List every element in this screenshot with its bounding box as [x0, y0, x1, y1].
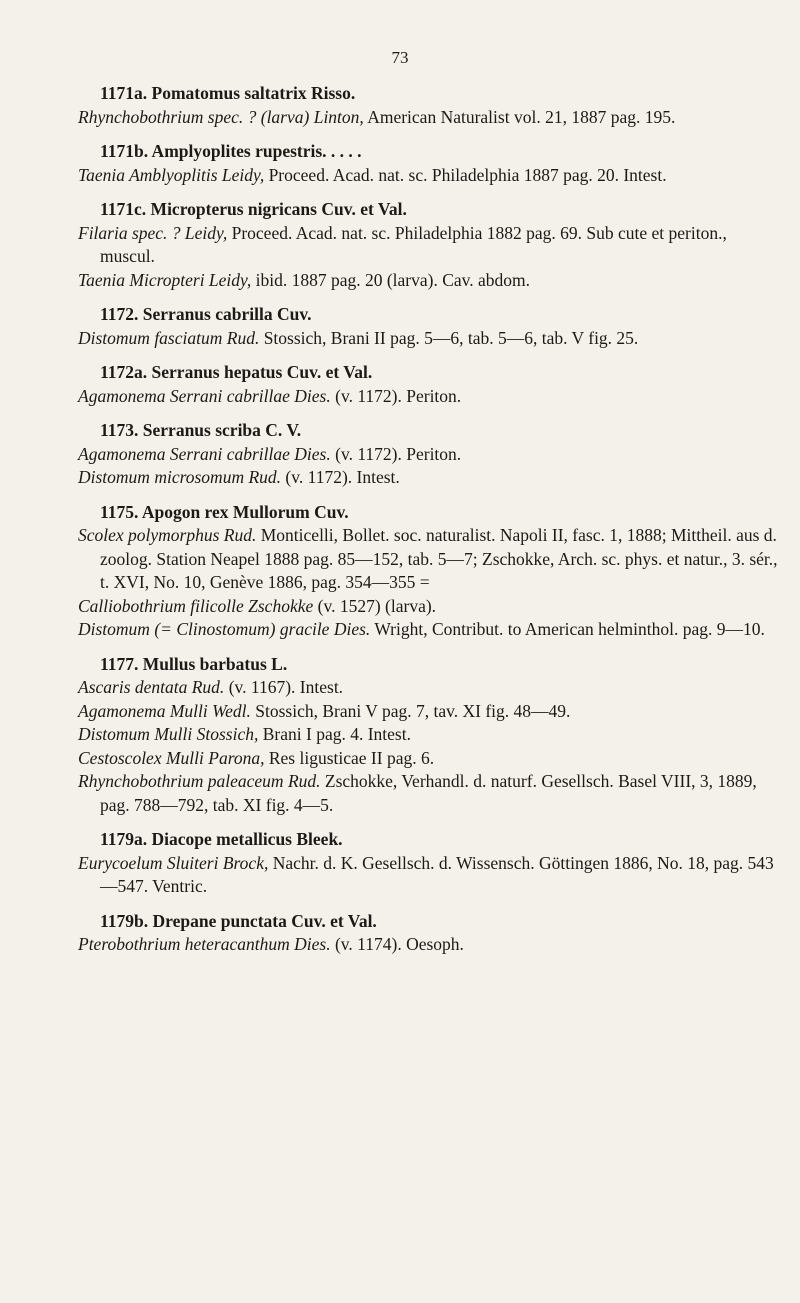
taxon-name: Calliobothrium filicolle Zschokke — [78, 595, 314, 616]
entry-reference — [78, 933, 778, 957]
reference-text: (v. 1167). Intest. — [224, 677, 344, 697]
entry-reference — [78, 327, 778, 351]
entry-reference — [78, 770, 778, 817]
taxon-name: Pterobothrium heteracanthum Dies. — [78, 934, 331, 954]
entry-heading: 1179a. Diacope metallicus Bleek. — [100, 829, 343, 849]
entry-heading: 1173. Serranus scriba C. V. — [100, 420, 302, 440]
entry-reference — [78, 747, 778, 771]
reference-text: Brani I pag. 4. Intest. — [258, 724, 411, 744]
reference-text: (v. 1174). Oesoph. — [330, 934, 464, 954]
entry-1175 — [78, 501, 778, 642]
entry-reference — [78, 385, 778, 409]
reference-text: Monticelli, Bollet. soc. naturalist. Napoli II, fasc. 1, 1888; Mittheil. aus d. zoolog. Station Neapel 1888 pag. 85—152, tab. 5—7; Zschokke, Arch. sc. phys. et natur., 3. sér., t. XVI, No. 10, Genève 1886, pag. 354—355 = — [100, 525, 778, 592]
entry-reference — [78, 106, 778, 130]
reference-text: Stossich, Brani V pag. 7, tav. XI fig. 48—49. — [250, 700, 571, 721]
reference-text: (v. 1172). Intest. — [281, 467, 400, 487]
entry-heading: 1179b. Drepane punctata Cuv. et Val. — [100, 910, 377, 931]
taxon-name: Filaria spec. ? Leidy, — [78, 222, 228, 243]
reference-text: Proceed. Acad. nat. sc. Philadelphia 1887 pag. 20. Intest. — [264, 164, 667, 185]
taxon-name: Distomum Mulli Stossich, — [78, 724, 259, 744]
entry-reference — [78, 852, 778, 899]
entry-reference — [78, 723, 778, 747]
taxon-name: Agamonema Serrani cabrillae Dies. — [78, 443, 331, 464]
taxon-name: Cestoscolex Mulli Parona, — [78, 747, 265, 768]
entry-reference — [78, 269, 778, 293]
page-content — [78, 82, 778, 968]
reference-text: American Naturalist vol. 21, 1887 pag. 195. — [363, 106, 676, 127]
entry-reference — [78, 222, 778, 269]
taxon-name: Rhynchobothrium paleaceum Rud. — [78, 771, 321, 791]
entry-heading: 1175. Apogon rex Mullorum Cuv. — [100, 501, 349, 522]
entry-heading: 1172a. Serranus hepatus Cuv. et Val. — [100, 362, 373, 382]
entry-1179b — [78, 910, 778, 957]
entry-reference — [78, 595, 778, 619]
entry-reference — [78, 618, 778, 642]
reference-text: Nachr. d. K. Gesellsch. d. Wissensch. Göttingen 1886, No. 18, pag. 543—547. Ventric. — [100, 852, 774, 896]
reference-text: Res ligusticae II pag. 6. — [264, 747, 435, 768]
entry-reference — [78, 700, 778, 724]
entry-heading: 1171a. Pomatomus saltatrix Risso. — [100, 83, 356, 103]
entry-reference — [78, 466, 778, 490]
taxon-name: Distomum (= Clinostomum) gracile Dies. — [78, 619, 371, 639]
page-number: 73 — [391, 48, 409, 67]
entry-reference — [78, 676, 778, 700]
entry-heading: 1171c. Micropterus nigricans Cuv. et Val. — [100, 199, 407, 219]
reference-text: (v. 1172). Periton. — [330, 443, 462, 464]
entry-1173 — [78, 419, 778, 490]
entry-heading: 1171b. Amplyoplites rupestris. . . . . — [100, 141, 362, 161]
reference-text: (v. 1172). Periton. — [330, 385, 462, 406]
entry-1179a — [78, 828, 778, 899]
taxon-name: Eurycoelum Sluiteri Brock, — [78, 852, 269, 873]
taxon-name: Distomum fasciatum Rud. — [78, 327, 260, 348]
reference-text: (v. 1527) (larva). — [313, 595, 437, 616]
taxon-name: Distomum microsomum Rud. — [78, 467, 282, 487]
entry-1171b — [78, 140, 778, 187]
taxon-name: Ascaris dentata Rud. — [78, 677, 225, 697]
taxon-name: Taenia Micropteri Leidy, — [78, 269, 252, 290]
taxon-name: Agamonema Mulli Wedl. — [78, 700, 251, 721]
entry-1172a — [78, 361, 778, 408]
entry-reference — [78, 164, 778, 188]
entry-1171c — [78, 198, 778, 292]
entry-1171a — [78, 82, 778, 129]
entry-heading: 1172. Serranus cabrilla Cuv. — [100, 304, 312, 324]
reference-text: Zschokke, Verhandl. d. naturf. Gesellsch. Basel VIII, 3, 1889, pag. 788—792, tab. XI fig. 4—5. — [100, 771, 757, 815]
taxon-name: Rhynchobothrium spec. ? (larva) Linton, — [78, 106, 364, 127]
entry-reference — [78, 443, 778, 467]
taxon-name: Agamonema Serrani cabrillae Dies. — [78, 385, 331, 406]
taxon-name: Scolex polymorphus Rud. — [78, 525, 257, 545]
reference-text: Proceed. Acad. nat. sc. Philadelphia 1882 pag. 69. Sub cute et periton., muscul. — [100, 222, 727, 266]
entry-heading: 1177. Mullus barbatus L. — [100, 653, 288, 674]
entry-reference — [78, 524, 778, 595]
reference-text: Stossich, Brani II pag. 5—6, tab. 5—6, tab. V fig. 25. — [259, 327, 639, 348]
entry-1177 — [78, 653, 778, 818]
reference-text: ibid. 1887 pag. 20 (larva). Cav. abdom. — [251, 269, 531, 290]
taxon-name: Taenia Amblyoplitis Leidy, — [78, 164, 265, 185]
entry-1172 — [78, 303, 778, 350]
reference-text: Wright, Contribut. to American helminthol. pag. 9—10. — [370, 619, 765, 639]
